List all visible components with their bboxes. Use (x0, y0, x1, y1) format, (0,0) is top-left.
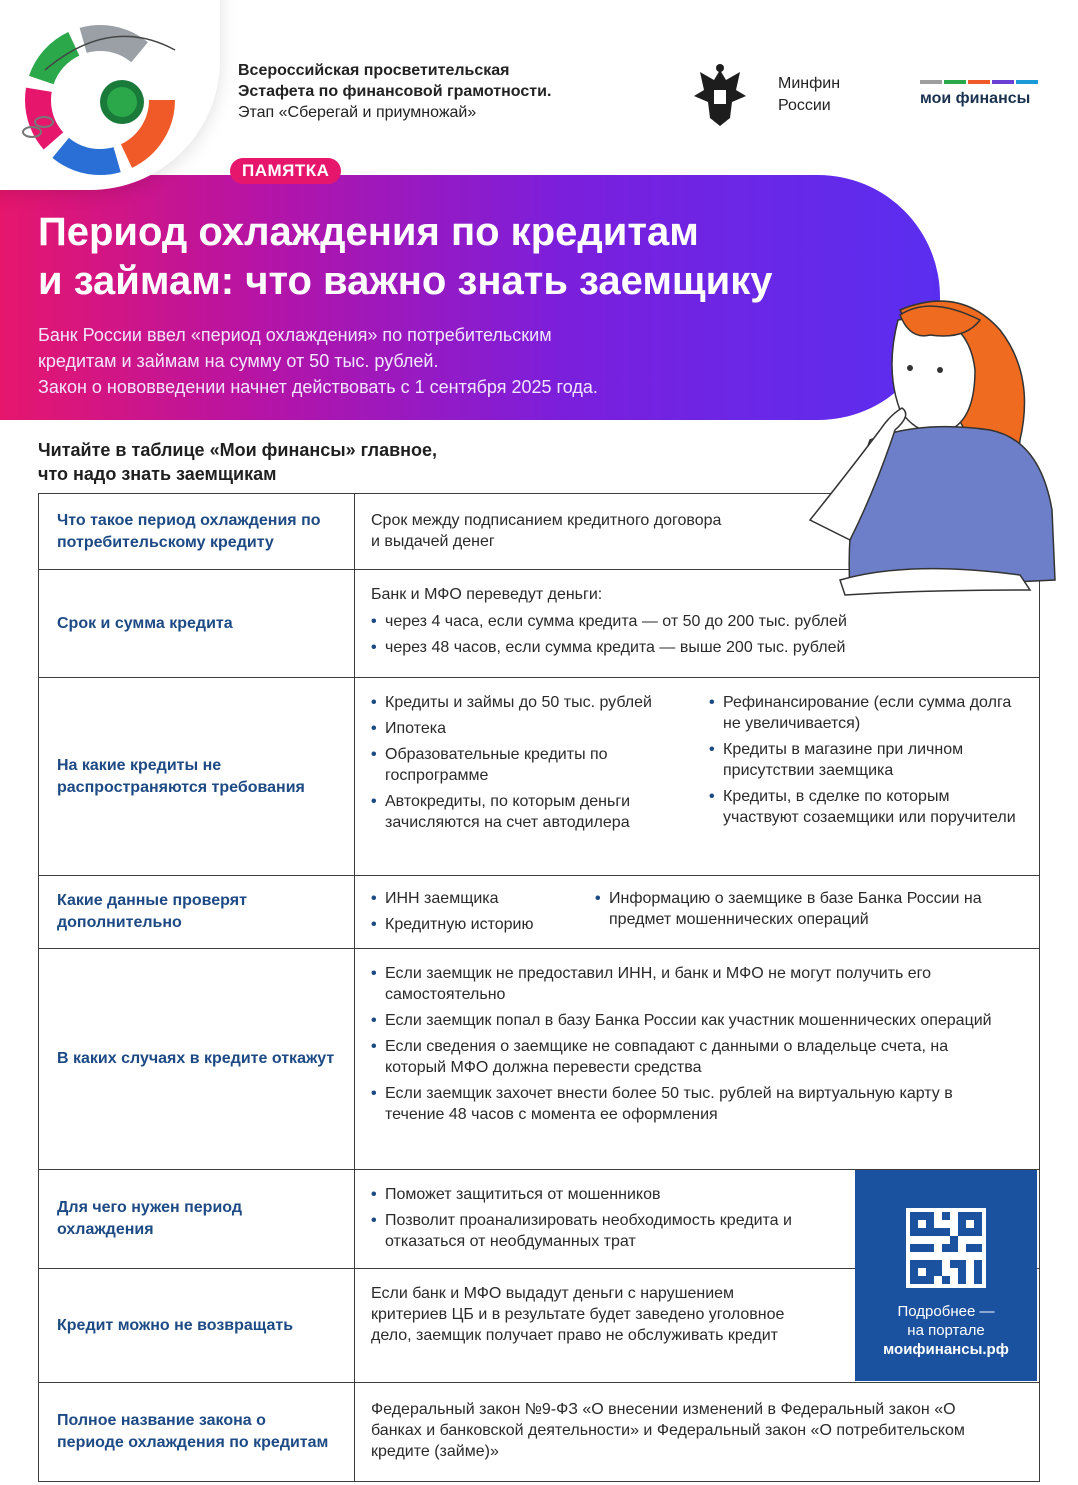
minfin-line-1: Минфин (778, 75, 841, 92)
table-row (39, 949, 1039, 1170)
minfin-line-2: России (778, 97, 831, 114)
row-label: На какие кредиты не распространяются требования (39, 678, 355, 875)
row-label: Для чего нужен период охлаждения (39, 1170, 355, 1268)
list-item: • Поможет защититься от мошенников (371, 1184, 811, 1205)
bullet-list (371, 963, 1011, 1125)
org-line-1: Всероссийская просветительская (238, 62, 510, 79)
row-label: Какие данные проверят дополнительно (39, 876, 355, 948)
qr-code-icon[interactable] (906, 1208, 986, 1288)
list-item: • Образовательные кредиты по госпрограмме (371, 744, 685, 786)
minfin-label (778, 73, 840, 117)
row-content (355, 949, 1039, 1169)
table-intro (38, 438, 558, 486)
bullet-list-right (709, 692, 1023, 833)
memo-badge: ПАМЯТКА (230, 158, 341, 184)
org-line-3: Этап «Сберегай и приумножай» (238, 104, 477, 121)
org-line-2: Эстафета по финансовой грамотности. (238, 83, 552, 100)
bullet-list-left (371, 888, 571, 935)
row-text: Если банк и МФО выдадут деньги с нарушением критериев ЦБ и в результате будет заведено уголовное дело, заемщик получает право не обслуживать кредит (371, 1285, 785, 1344)
list-item: • Позволит проанализировать необходимость кредита и отказаться от необдуманных трат (371, 1210, 811, 1252)
row-text: Федеральный закон №9-ФЗ «О внесении изменений в Федеральный закон «О банках и банковской деятельности» и Федеральный закон «О потребительском кредите (займе)» (371, 1401, 965, 1460)
qr-caption (855, 1302, 1037, 1359)
list-item: • Автокредиты, по которым деньги зачисляются на счет автодилера (371, 791, 685, 833)
row-content (355, 876, 1039, 948)
eagle-emblem-icon (690, 62, 750, 132)
title-line-2: и займам: что важно знать заемщику (38, 259, 773, 303)
table-row (39, 678, 1039, 876)
list-item: • Информацию о заемщике в базе Банка России на предмет мошеннических операций (595, 888, 1023, 930)
title-line-1: Период охлаждения по кредитам (38, 210, 699, 254)
row-label: Кредит можно не возвращать (39, 1269, 355, 1382)
thinking-woman-illustration (790, 290, 1070, 610)
list-item: • Если заемщик захочет внести более 50 тыс. рублей на виртуальную карту в течение 48 часов с момента ее оформления (371, 1083, 1011, 1125)
qr-line-1: Подробнее — (897, 1303, 995, 1320)
list-item: • ИНН заемщика (371, 888, 571, 909)
row-content (355, 1383, 1039, 1481)
bullet-list-right (595, 888, 1023, 935)
list-item: • Кредиты в магазине при личном присутствии заемщика (709, 739, 1023, 781)
row-label: Что такое период охлаждения по потребительскому кредиту (39, 494, 355, 569)
list-item: • Кредиты и займы до 50 тыс. рублей (371, 692, 685, 713)
subtitle-line-2: кредитам и займам на сумму от 50 тыс. рублей. (38, 351, 439, 371)
intro-line-2: что надо знать заемщикам (38, 464, 277, 484)
moi-finansy-logo: мои финансы (920, 90, 1031, 107)
row-label: Полное название закона о периоде охлаждения по кредитам (39, 1383, 355, 1481)
organizer-text (238, 60, 618, 123)
info-table (38, 493, 1040, 1482)
table-row (39, 1383, 1039, 1481)
row-lead: Банк и МФО переведут деньги: (371, 586, 603, 603)
subtitle-line-3: Закон о нововведении начнет действовать с 1 сентября 2025 года. (38, 377, 598, 397)
list-item: • Если заемщик не предоставил ИНН, и банк и МФО не могут получить его самостоятельно (371, 963, 1011, 1005)
row-label: Срок и сумма кредита (39, 570, 355, 677)
row-content (355, 678, 1039, 875)
bullet-list (371, 1184, 811, 1252)
row-label: В каких случаях в кредите откажут (39, 949, 355, 1169)
table-row (39, 876, 1039, 949)
list-item: • через 48 часов, если сумма кредита — выше 200 тыс. рублей (371, 637, 1023, 658)
list-item: • Ипотека (371, 718, 685, 739)
page-subtitle (38, 322, 798, 400)
relay-logo-icon (0, 0, 220, 190)
list-item: • Если заемщик попал в базу Банка России как участник мошеннических операций (371, 1010, 1011, 1031)
list-item: • через 4 часа, если сумма кредита — от 50 до 200 тыс. рублей (371, 611, 1023, 632)
relay-logo (0, 0, 220, 190)
list-item: • Рефинансирование (если сумма долга не увеличивается) (709, 692, 1023, 734)
row-text: Срок между подписанием кредитного договора и выдачей денег (371, 512, 722, 550)
moi-finansy-color-bar (920, 80, 1038, 84)
page-title (38, 208, 898, 306)
qr-panel[interactable] (855, 1170, 1037, 1381)
bullet-list (371, 611, 1023, 658)
bullet-list-left (371, 692, 685, 833)
list-item: • Если сведения о заемщике не совпадают с данными о владельце счета, на который МФО должна перевести средства (371, 1036, 1011, 1078)
list-item: • Кредитную историю (371, 914, 571, 935)
qr-line-2: на портале (907, 1322, 985, 1339)
list-item: • Кредиты, в сделке по которым участвуют созаемщики или поручители (709, 786, 1023, 828)
subtitle-line-1: Банк России ввел «период охлаждения» по потребительским (38, 325, 552, 345)
portal-link[interactable]: моифинансы.рф (883, 1341, 1009, 1358)
intro-line-1: Читайте в таблице «Мои финансы» главное, (38, 440, 438, 460)
